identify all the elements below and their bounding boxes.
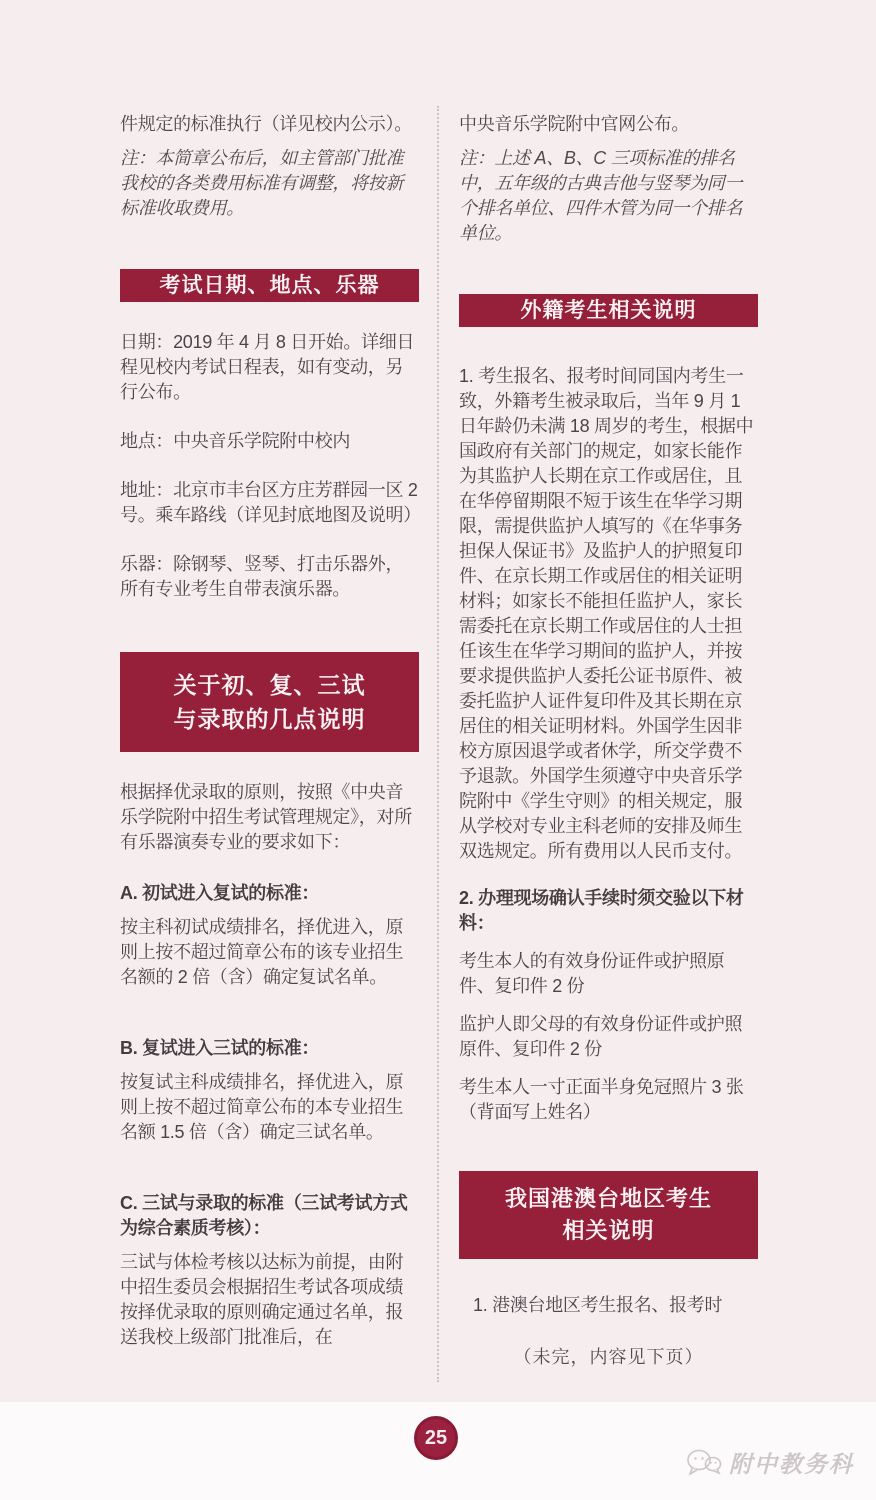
exam-address-paragraph: 地址：北京市丰台区方庄芳群园一区 2 号。乘车路线（详见封底地图及说明） xyxy=(120,480,421,525)
foreign-item1-paragraph: 1. 考生报名、报考时间同国内考生一致，外籍考生被录取后，当年 9 月 1 日年龄仍未满 18 周岁的考生，根据中国政府有关部门的规定，如家长能作为其监护人长期在京工作或居住，且在华停留期限不短于该生在华学习期限，需提供监护人填写的《在华事务担保人保证书》及监护人的护照复印件、在京长期工作或居住的相关证明材料；如家长不能担任监护人，家长需委托在京长期工作或居住的人士担任该生在华学习期间的监护人，并按要求提供监护人委托公证书原件、被委托监护人证件复印件及其长期在京居住的相关证明材料。外国学生因非校方原因退学或者休学，所交学费不予退款。外国学生须遵守中央音乐学院附中《学生守则》的相关规定，服从学校对专业主科老师的安排及师生双选规定。所有费用以人民币支付。 xyxy=(459,366,754,861)
exam-section-banner xyxy=(120,269,419,302)
hk-item1-paragraph: 1. 港澳台地区考生报名、报考时 xyxy=(473,1295,723,1315)
item-a-heading: A. 初试进入复试的标准： xyxy=(120,883,320,903)
right-column xyxy=(459,112,758,1370)
foreign-material2-paragraph: 监护人即父母的有效身份证件或护照原件、复印件 2 份 xyxy=(459,1014,743,1059)
right-intro-text: 中央音乐学院附中官网公布。 xyxy=(459,114,690,134)
item-c-body: 三试与体检考核以达标为前提，由附中招生委员会根据招生考试各项成绩按择优录取的原则确定通过名单，报送我校上级部门批准后，在 xyxy=(120,1252,404,1347)
hk-section-title-line2: 相关说明 xyxy=(562,1218,655,1243)
left-intro-text: 件规定的标准执行（详见校内公示）。 xyxy=(120,114,412,134)
column-divider xyxy=(437,106,439,1382)
exam-section-title: 考试日期、地点、乐器 xyxy=(159,274,380,297)
page-number: 25 xyxy=(424,1426,448,1449)
rounds-intro-paragraph: 根据择优录取的原则，按照《中央音乐学院附中招生考试管理规定》，对所有乐器演奏专业的要求如下： xyxy=(120,782,412,852)
exam-date-paragraph: 日期：2019 年 4 月 8 日开始。详细日程见校内考试日程表，如有变动，另行公布。 xyxy=(120,332,415,402)
foreign-material1-paragraph: 考生本人的有效身份证件或护照原件、复印件 2 份 xyxy=(459,951,725,996)
foreign-section-title: 外籍考生相关说明 xyxy=(520,299,697,322)
continued-on-next-page-note: （未完，内容见下页） xyxy=(513,1347,704,1367)
left-note-text: 注：本简章公布后，如主管部门批准我校的各类费用标准有调整，将按新标准收取费用。 xyxy=(120,148,404,218)
exam-place-paragraph: 地点：中央音乐学院附中校内 xyxy=(120,431,351,451)
item-b-heading: B. 复试进入三试的标准： xyxy=(120,1038,320,1058)
item-a-body: 按主科初试成绩排名，择优进入，原则上按不超过简章公布的该专业招生名额的 2 倍（含）确定复试名单。 xyxy=(120,917,404,987)
right-note-text: 注：上述 A、B、C 三项标准的排名中，五年级的古典吉他与竖琴为同一个排名单位、四件木管为同一个排名单位。 xyxy=(459,148,743,243)
rounds-section-banner xyxy=(120,652,419,752)
page-number-badge xyxy=(414,1416,458,1460)
rounds-section-title-line1: 关于初、复、三试 xyxy=(173,672,366,698)
exam-instrument-paragraph: 乐器：除钢琴、竖琴、打击乐器外，所有专业考生自带表演乐器。 xyxy=(120,554,404,599)
page-footer xyxy=(0,1402,876,1500)
footer-logo-text: 附中教务科 xyxy=(729,1451,854,1477)
item-c-heading: C. 三试与录取的标准（三试考试方式为综合素质考核）： xyxy=(120,1193,408,1238)
hk-section-title-line1: 我国港澳台地区考生 xyxy=(504,1186,712,1211)
hk-section-banner xyxy=(459,1171,758,1259)
wechat-chat-bubbles-icon xyxy=(686,1448,722,1478)
foreign-item2-heading: 2. 办理现场确认手续时须交验以下材料： xyxy=(459,888,744,933)
rounds-section-title-line2: 与录取的几点说明 xyxy=(173,706,366,732)
footer-logo xyxy=(686,1446,854,1479)
foreign-material3-paragraph: 考生本人一寸正面半身免冠照片 3 张（背面写上姓名） xyxy=(459,1077,744,1122)
item-b-body: 按复试主科成绩排名，择优进入，原则上按不超过简章公布的本专业招生名额 1.5 倍（含）确定三试名单。 xyxy=(120,1072,404,1142)
foreign-section-banner xyxy=(459,294,758,327)
left-column xyxy=(120,112,419,1350)
